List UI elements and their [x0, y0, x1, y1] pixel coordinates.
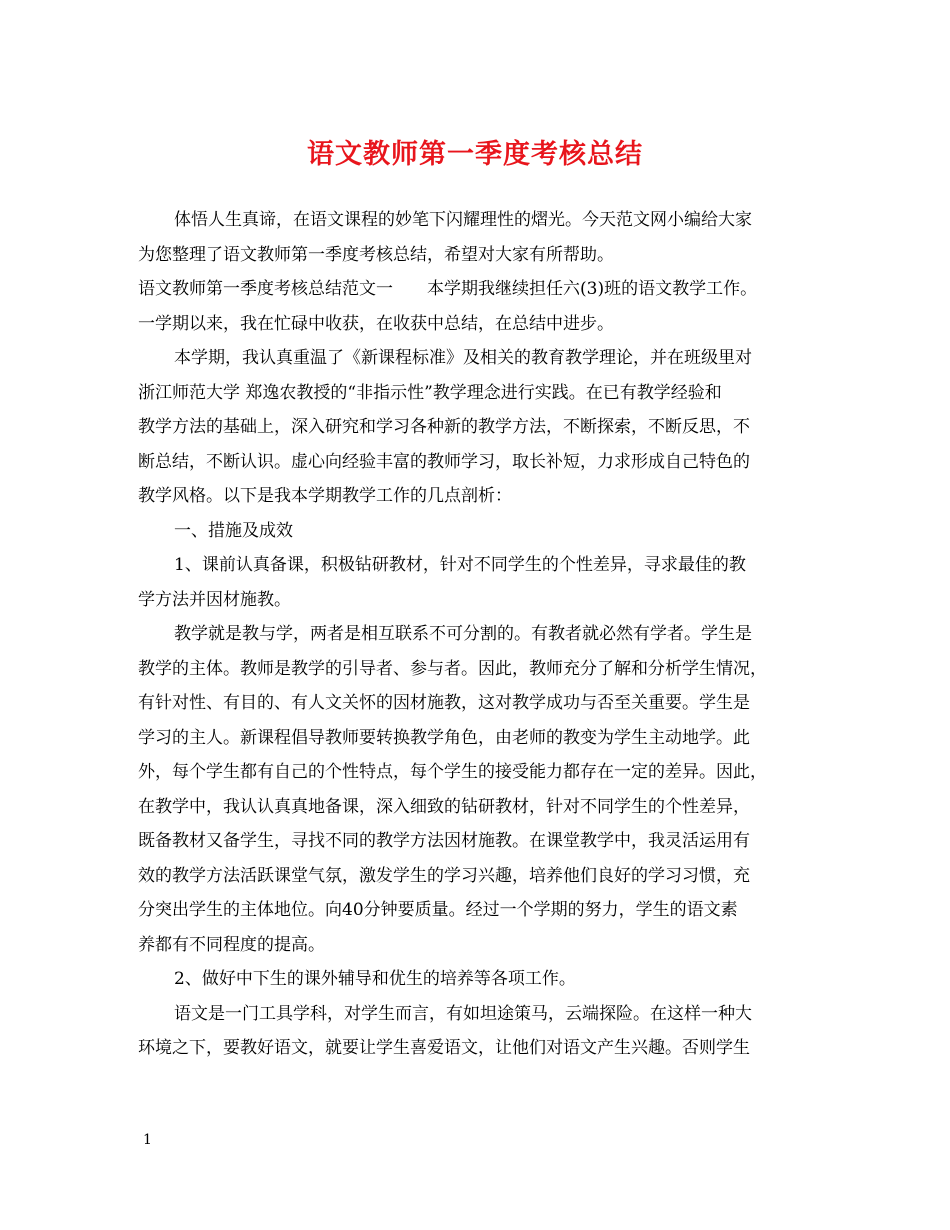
paragraph-line: 外，每个学生都有自己的个性特点，每个学生的接受能力都存在一定的差异。因此， [138, 762, 767, 782]
paragraph-line: 学方法并因材施教。 [138, 589, 291, 610]
paragraph-line: 环境之下，要教好语文，就要让学生喜爱语文，让他们对语文产生兴趣。否则学生 [138, 1038, 750, 1058]
paragraph-line: 分突出学生的主体地位。向40分钟要质量。经过一个学期的努力，学生的语文素 [138, 900, 738, 920]
paragraph-line: 教学风格。以下是我本学期教学工作的几点剖析： [138, 486, 512, 506]
paragraph-line: 断总结，不断认识。虚心向经验丰富的教师学习，取长补短，力求形成自己特色的 [138, 451, 750, 472]
page-number: 1 [143, 1132, 152, 1148]
paragraph-line: 效的教学方法活跃课堂气氛，激发学生的学习兴趣，培养他们良好的学习习惯，充 [138, 865, 750, 886]
document-body [138, 203, 814, 1066]
paragraph-line: 1、课前认真备课，积极钻研教材，针对不同学生的个性差异，寻求最佳的教 [174, 555, 746, 575]
paragraph-line: 浙江师范大学 郑逸农教授的“非指示性”教学理念进行实践。在已有教学经验和 [138, 382, 722, 403]
paragraph-line: 学习的主人。新课程倡导教师要转换教学角色，由老师的教变为学生主动地学。此 [138, 727, 750, 748]
paragraph-line: 语文是一门工具学科，对学生而言，有如坦途策马，云端探险。在这样一种大 [174, 1003, 752, 1024]
paragraph-line: 在教学中，我认认真真地备课，深入细致的钻研教材，针对不同学生的个性差异， [138, 796, 750, 817]
paragraph-line: 体悟人生真谛，在语文课程的妙笔下闪耀理性的熠光。今天范文网小编给大家 [174, 210, 752, 230]
paragraph-line: 2、做好中下生的课外辅导和优生的培养等各项工作。 [174, 969, 576, 989]
document-title: 语文教师第一季度考核总结 [307, 139, 643, 170]
paragraph-line: 教学的主体。教师是教学的引导者、参与者。因此，教师充分了解和分析学生情况， [138, 658, 767, 679]
section-heading: 一、措施及成效 [174, 520, 293, 541]
paragraph-line: 教学方法的基础上，深入研究和学习各种新的教学方法，不断探索，不断反思，不 [138, 417, 750, 437]
paragraph-line: 既备教材又备学生，寻找不同的教学方法因材施教。在课堂教学中，我灵活运用有 [138, 831, 750, 851]
paragraph-line: 为您整理了语文教师第一季度考核总结，希望对大家有所帮助。 [138, 244, 614, 265]
paragraph-line: 有针对性、有目的、有人文关怀的因材施教，这对教学成功与否至关重要。学生是 [138, 693, 750, 713]
paragraph-line: 语文教师第一季度考核总结范文一 本学期我继续担任六(3)班的语文教学工作。 [138, 279, 758, 299]
paragraph-line: 本学期，我认真重温了《新课程标准》及相关的教育教学理论，并在班级里对 [174, 348, 752, 368]
paragraph-line: 一学期以来，我在忙碌中收获，在收获中总结，在总结中进步。 [138, 313, 614, 334]
paragraph-line: 养都有不同程度的提高。 [138, 934, 325, 955]
paragraph-line: 教学就是教与学，两者是相互联系不可分割的。有教者就必然有学者。学生是 [174, 624, 752, 644]
